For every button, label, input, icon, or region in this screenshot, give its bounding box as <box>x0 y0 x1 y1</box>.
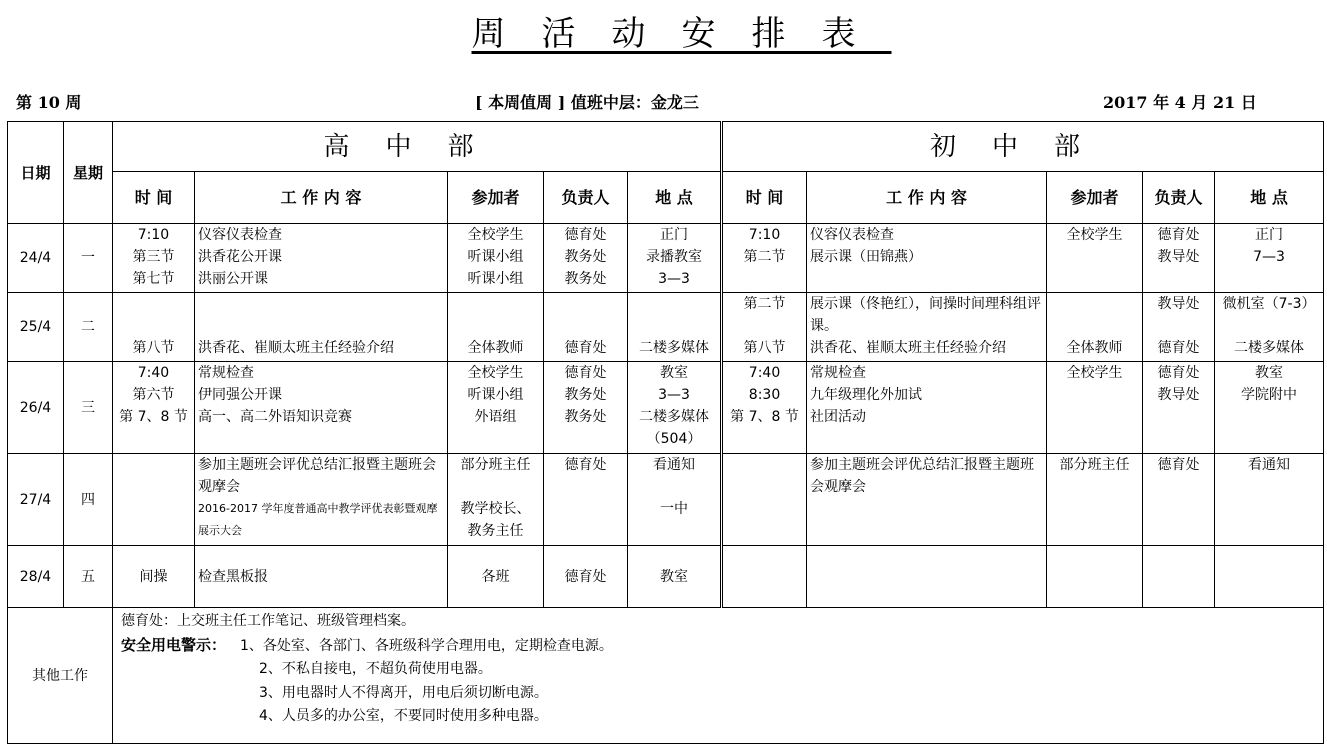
row-weekday: 三 <box>64 362 113 454</box>
middle-time <box>722 454 807 546</box>
other-work-content <box>113 608 1324 744</box>
middle-location: 微机室（7-3） 二楼多媒体 <box>1215 293 1324 362</box>
header-high-location: 地 点 <box>628 172 722 224</box>
middle-content: 参加主题班会评优总结汇报暨主题班会观摩会 <box>807 454 1047 546</box>
schedule-table <box>7 121 1324 744</box>
document-date: 2017 年 4 月 21 日 <box>1103 93 1257 112</box>
high-responsible: 德育处 教务处 教务处 <box>544 224 628 293</box>
high-time <box>113 454 195 546</box>
middle-responsible: 德育处 教导处 <box>1143 362 1215 454</box>
header-middle-time: 时 间 <box>722 172 807 224</box>
high-location: 二楼多媒体 <box>628 293 722 362</box>
row-weekday: 五 <box>64 546 113 608</box>
middle-participants: 全校学生 <box>1047 362 1143 454</box>
high-location: 正门 录播教室 3—3 <box>628 224 722 293</box>
middle-content <box>807 546 1047 608</box>
week-number: 第 10 周 <box>16 93 82 112</box>
high-responsible: 德育处 <box>544 546 628 608</box>
middle-content: 常规检查 九年级理化外加试 社团活动 <box>807 362 1047 454</box>
high-time: 7:40 第六节 第 7、8 节 <box>113 362 195 454</box>
high-content: 仪容仪表检查 洪香花公开课 洪丽公开课 <box>195 224 448 293</box>
header-middle-content: 工 作 内 容 <box>807 172 1047 224</box>
row-weekday: 一 <box>64 224 113 293</box>
header-high-content: 工 作 内 容 <box>195 172 448 224</box>
table-row <box>8 293 1324 362</box>
header-high-time: 时 间 <box>113 172 195 224</box>
row-weekday: 二 <box>64 293 113 362</box>
row-date: 27/4 <box>8 454 64 546</box>
header-weekday: 星期 <box>64 122 113 224</box>
header-middle-school: 初中部 <box>722 122 1324 172</box>
high-location: 教室 <box>628 546 722 608</box>
header-middle-location: 地 点 <box>1215 172 1324 224</box>
middle-location: 看通知 <box>1215 454 1324 546</box>
high-time: 间操 <box>113 546 195 608</box>
high-participants: 各班 <box>448 546 544 608</box>
header-high-responsible: 负责人 <box>544 172 628 224</box>
high-time: 7:10 第三节 第七节 <box>113 224 195 293</box>
row-weekday: 四 <box>64 454 113 546</box>
table-row <box>8 362 1324 454</box>
high-content: 参加主题班会评优总结汇报暨主题班会观摩会 2016-2017 学年度普通高中教学评优表彰暨观摩展示大会 <box>195 454 448 546</box>
safety-warning-line-1: 安全用电警示： 1、各处室、各部门、各班级科学合理用电，定期检查电源。 <box>121 635 613 654</box>
middle-responsible: 德育处 <box>1143 454 1215 546</box>
high-content: 检查黑板报 <box>195 546 448 608</box>
high-participants: 部分班主任 教学校长、 教务主任 <box>448 454 544 546</box>
middle-responsible: 教导处 德育处 <box>1143 293 1215 362</box>
middle-responsible <box>1143 546 1215 608</box>
middle-content: 展示课（佟艳红），间操时间理科组评课。 洪香花、崔顺太班主任经验介绍 <box>807 293 1047 362</box>
safety-warning-label: 安全用电警示： <box>121 635 227 654</box>
row-date: 26/4 <box>8 362 64 454</box>
middle-location: 正门 7—3 <box>1215 224 1324 293</box>
high-time: 第八节 <box>113 293 195 362</box>
safety-warning-line-3: 3、用电器时人不得离开，用电后须切断电源。 <box>259 684 548 701</box>
row-date: 25/4 <box>8 293 64 362</box>
middle-content: 仪容仪表检查 展示课（田锦燕） <box>807 224 1047 293</box>
middle-time <box>722 546 807 608</box>
middle-location: 教室 学院附中 <box>1215 362 1324 454</box>
header-middle-responsible: 负责人 <box>1143 172 1215 224</box>
middle-location <box>1215 546 1324 608</box>
table-row <box>8 224 1324 293</box>
row-date: 28/4 <box>8 546 64 608</box>
high-participants: 全校学生 听课小组 听课小组 <box>448 224 544 293</box>
duty-officer: [ 本周值周 ] 值班中层：金龙三 <box>475 93 699 112</box>
header-date: 日期 <box>8 122 64 224</box>
middle-participants: 部分班主任 <box>1047 454 1143 546</box>
middle-responsible: 德育处 教导处 <box>1143 224 1215 293</box>
high-content: 常规检查 伊同强公开课 高一、高二外语知识竞赛 <box>195 362 448 454</box>
safety-warning-line-2: 2、不私自接电，不超负荷使用电器。 <box>259 661 492 677</box>
header-high-participants: 参加者 <box>448 172 544 224</box>
middle-time: 7:40 8:30 第 7、8 节 <box>722 362 807 454</box>
high-responsible: 德育处 教务处 教务处 <box>544 362 628 454</box>
page-title: 周活动安排表 <box>471 14 892 54</box>
high-location: 看通知 一中 <box>628 454 722 546</box>
middle-time: 7:10 第二节 <box>722 224 807 293</box>
middle-participants <box>1047 546 1143 608</box>
high-responsible: 德育处 <box>544 454 628 546</box>
middle-participants: 全校学生 <box>1047 224 1143 293</box>
other-work-row <box>8 608 1324 744</box>
table-row <box>8 546 1324 608</box>
moral-office-notice: 德育处：上交班主任工作笔记、班级管理档案。 <box>121 613 415 629</box>
other-work-label: 其他工作 <box>8 608 113 744</box>
middle-participants: 全体教师 <box>1047 293 1143 362</box>
safety-warning-line-4: 4、人员多的办公室，不要同时使用多种电器。 <box>259 708 548 724</box>
header-high-school: 高中部 <box>113 122 722 172</box>
row-date: 24/4 <box>8 224 64 293</box>
middle-time: 第二节 第八节 <box>722 293 807 362</box>
high-content: 洪香花、崔顺太班主任经验介绍 <box>195 293 448 362</box>
high-location: 教室 3—3 二楼多媒体 （504） <box>628 362 722 454</box>
high-responsible: 德育处 <box>544 293 628 362</box>
high-participants: 全校学生 听课小组 外语组 <box>448 362 544 454</box>
high-participants: 全体教师 <box>448 293 544 362</box>
table-row <box>8 454 1324 546</box>
header-middle-participants: 参加者 <box>1047 172 1143 224</box>
